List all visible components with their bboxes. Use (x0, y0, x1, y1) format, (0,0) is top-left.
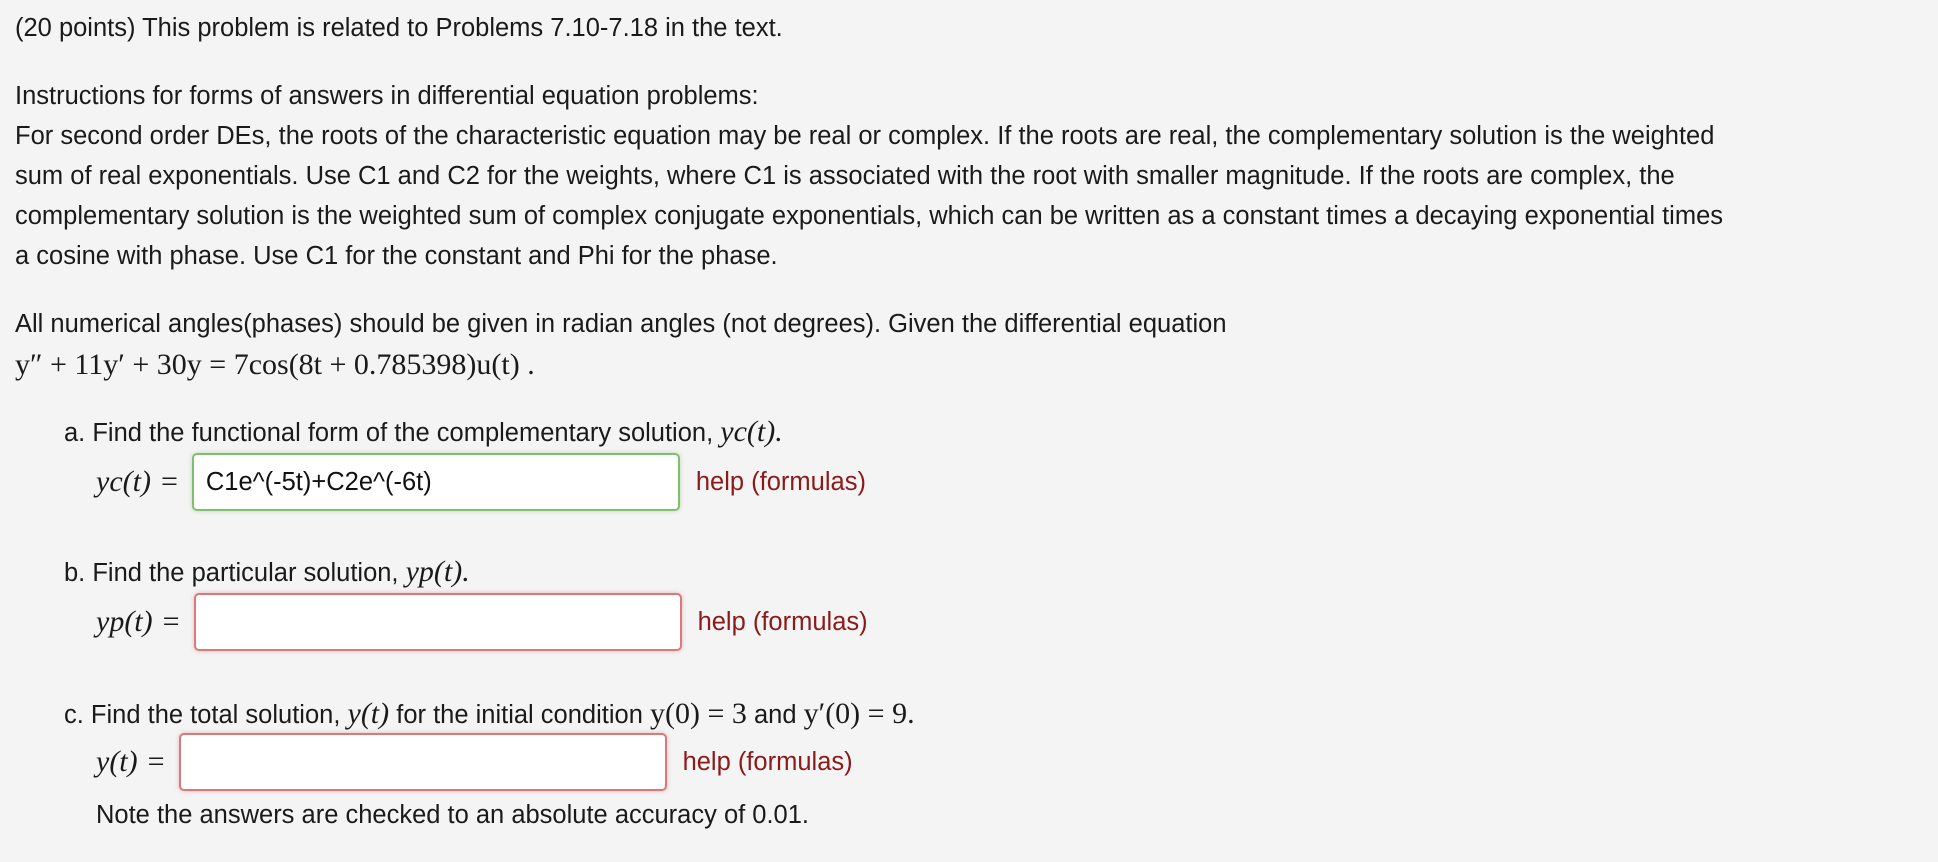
part-c-answer-input[interactable] (179, 733, 667, 791)
part-a-prompt-text: a. Find the functional form of the complementary solution, (64, 419, 714, 447)
part-b-prompt-text: b. Find the particular solution, (64, 559, 399, 587)
part-b-label: yp(t) (96, 605, 153, 638)
part-b-prompt (64, 552, 470, 593)
part-b-answer-input[interactable] (194, 593, 682, 651)
part-c-label: y(t) (96, 745, 138, 778)
part-c-initial-condition-2: y′(0) = 9. (803, 697, 915, 730)
instructions-line-3: complementary solution is the weighted sum of complex conjugate exponentials, which can be written as a constant times a decaying exponential times (15, 202, 1724, 230)
part-c-prompt-and: and (753, 701, 797, 729)
part-a-label: yc(t) (96, 465, 151, 498)
part-c-prompt-text: c. Find the total solution, (64, 701, 341, 729)
instructions-line-2: sum of real exponentials. Use C1 and C2 for the weights, where C1 is associated with the root with smaller magnitude. If the roots are complex, the (15, 162, 1675, 190)
part-a-answer-row (96, 452, 866, 512)
instructions-line-4: a cosine with phase. Use C1 for the constant and Phi for the phase. (15, 242, 778, 270)
part-c-answer-row (96, 732, 853, 792)
part-c-prompt-y: y(t) (347, 697, 390, 730)
part-b-answer-row (96, 592, 868, 652)
points-header: (20 points) This problem is related to Problems 7.10-7.18 in the text. (15, 14, 783, 42)
part-a-answer-input[interactable] (192, 453, 680, 511)
part-c-equals: = (147, 745, 165, 778)
part-b-equals: = (162, 605, 180, 638)
differential-equation: y″ + 11y′ + 30y = 7cos(8t + 0.785398)u(t) . (15, 348, 535, 381)
instructions-line-1: For second order DEs, the roots of the characteristic equation may be real or complex. If the roots are real, the complementary solution is the weighted (15, 122, 1715, 150)
part-c-prompt (64, 694, 915, 735)
angles-note: All numerical angles(phases) should be given in radian angles (not degrees). Given the differential equation (15, 310, 1227, 338)
part-c-initial-condition-1: y(0) = 3 (649, 697, 747, 730)
part-a-help-link[interactable]: help (formulas) (695, 468, 866, 496)
part-b-help-link[interactable]: help (formulas) (697, 608, 868, 636)
part-a-equals: = (160, 465, 178, 498)
accuracy-note: Note the answers are checked to an absolute accuracy of 0.01. (96, 801, 810, 829)
part-a-prompt (64, 412, 783, 453)
part-b-prompt-symbol: yp(t). (405, 555, 470, 588)
instructions-title: Instructions for forms of answers in differential equation problems: (15, 82, 759, 110)
part-c-help-link[interactable]: help (formulas) (682, 748, 853, 776)
part-c-prompt-middle: for the initial condition (396, 701, 643, 729)
part-a-prompt-symbol: yc(t). (720, 415, 783, 448)
